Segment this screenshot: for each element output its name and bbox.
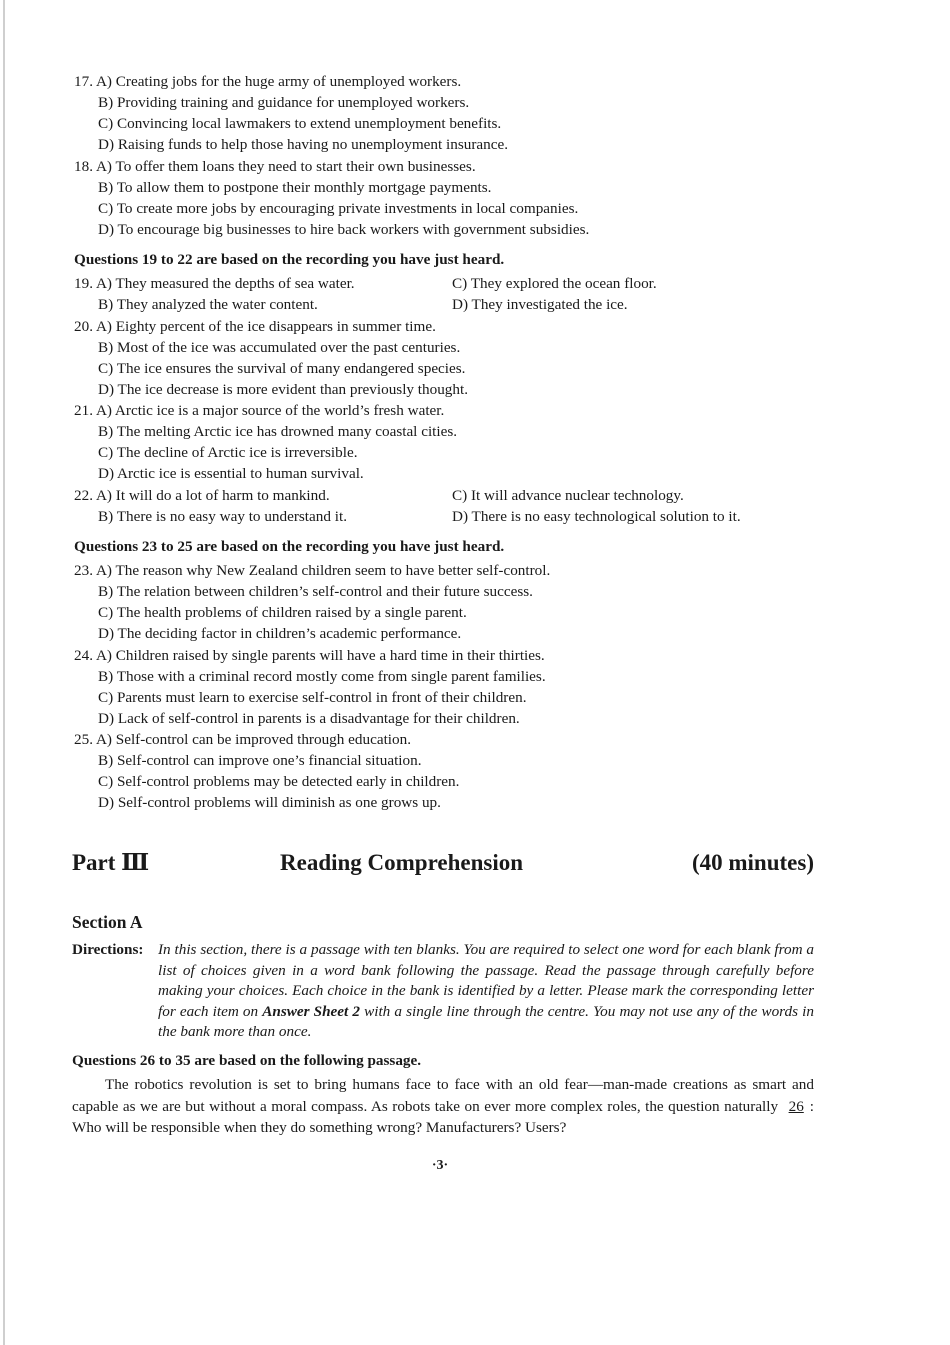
part-heading xyxy=(72,846,814,880)
q20-option-b: B) Most of the ice was accumulated over the past centuries. xyxy=(98,339,461,356)
q21-option-b: B) The melting Arctic ice has drowned many coastal cities. xyxy=(98,423,458,440)
part-title: Reading Comprehension xyxy=(280,850,524,875)
q25-option-b: B) Self-control can improve one’s financial situation. xyxy=(98,752,422,769)
q17-option-b: B) Providing training and guidance for unemployed workers. xyxy=(98,94,470,111)
part-label: Part Ⅲ xyxy=(72,850,150,875)
q23-option-a: 23. A) The reason why New Zealand children seem to have better self-control. xyxy=(74,562,551,579)
q17-option-d: D) Raising funds to help those having no unemployment insurance. xyxy=(98,136,508,153)
directions-text-1: In this section, there is a passage with ten blanks. You are required to select one word for each blank from a list of choices given in a word bank following the passage. Read the passage through carefully before making your choices. Each choice in the bank is identified by a letter. Please mark the corresponding letter for each item on xyxy=(158,941,814,1020)
passage-text-1: The robotics revolution is set to bring humans face to face with an old fear—man-made creations as smart and capable as we are but without a moral compass. As robots take on ever more complex roles, the question naturally xyxy=(72,1076,814,1115)
scan-edge xyxy=(3,0,5,1345)
q24-option-d: D) Lack of self-control in parents is a disadvantage for their children. xyxy=(98,710,520,727)
q20-option-d: D) The ice decrease is more evident than previously thought. xyxy=(98,381,469,398)
page-number: ·3· xyxy=(431,1158,449,1173)
q25-option-d: D) Self-control problems will diminish as one grows up. xyxy=(98,794,441,811)
q18-option-b: B) To allow them to postpone their monthly mortgage payments. xyxy=(98,179,492,196)
q17-option-c: C) Convincing local lawmakers to extend unemployment benefits. xyxy=(98,115,502,132)
q22-option-a: 22. A) It will do a lot of harm to mankind. xyxy=(74,487,330,504)
directions-text xyxy=(158,940,814,1043)
passage-paragraph xyxy=(72,1074,814,1139)
q22-option-c: C) It will advance nuclear technology. xyxy=(452,487,684,504)
q22-option-b: B) There is no easy way to understand it. xyxy=(98,508,347,525)
blank-26: 26 xyxy=(788,1097,804,1115)
q24-option-a: 24. A) Children raised by single parents will have a hard time in their thirties. xyxy=(74,647,545,664)
q17-option-a: 17. A) Creating jobs for the huge army of unemployed workers. xyxy=(74,73,462,90)
q20-option-c: C) The ice ensures the survival of many endangered species. xyxy=(98,360,466,377)
q19-option-b: B) They analyzed the water content. xyxy=(98,296,318,313)
q21-option-c: C) The decline of Arctic ice is irreversible. xyxy=(98,444,358,461)
q22-option-d: D) There is no easy technological solution to it. xyxy=(452,508,741,525)
q23-option-d: D) The deciding factor in children’s academic performance. xyxy=(98,625,462,642)
questions-19-22-header: Questions 19 to 22 are based on the recording you have just heard. xyxy=(74,251,505,268)
q23-option-c: C) The health problems of children raised by a single parent. xyxy=(98,604,467,621)
questions-26-35-header: Questions 26 to 35 are based on the following passage. xyxy=(72,1052,422,1069)
questions-23-25-header: Questions 23 to 25 are based on the recording you have just heard. xyxy=(74,538,505,555)
q19-option-a: 19. A) They measured the depths of sea water. xyxy=(74,275,355,292)
q25-option-c: C) Self-control problems may be detected early in children. xyxy=(98,773,460,790)
q18-option-a: 18. A) To offer them loans they need to start their own businesses. xyxy=(74,158,476,175)
directions-text-2: with a single line through the centre. You may not use any of the words in the bank more than once. xyxy=(158,1002,814,1040)
directions-label: Directions: xyxy=(72,941,144,958)
q18-option-d: D) To encourage big businesses to hire back workers with government subsidies. xyxy=(98,221,590,238)
q21-option-d: D) Arctic ice is essential to human survival. xyxy=(98,465,364,482)
answer-sheet-ref: Answer Sheet 2 xyxy=(262,1002,360,1020)
part-time: (40 minutes) xyxy=(691,850,814,875)
q19-option-d: D) They investigated the ice. xyxy=(452,296,628,313)
q25-option-a: 25. A) Self-control can be improved through education. xyxy=(74,731,411,748)
passage-text-2: : Who will be responsible when they do something wrong? Manufacturers? Users? xyxy=(72,1097,815,1136)
q20-option-a: 20. A) Eighty percent of the ice disappears in summer time. xyxy=(74,318,436,335)
section-title: Section A xyxy=(72,912,143,932)
q18-option-c: C) To create more jobs by encouraging private investments in local companies. xyxy=(98,200,579,217)
q23-option-b: B) The relation between children’s self-control and their future success. xyxy=(98,583,533,600)
q24-option-b: B) Those with a criminal record mostly come from single parent families. xyxy=(98,668,546,685)
q24-option-c: C) Parents must learn to exercise self-control in front of their children. xyxy=(98,689,527,706)
q19-option-c: C) They explored the ocean floor. xyxy=(452,275,657,292)
q21-option-a: 21. A) Arctic ice is a major source of the world’s fresh water. xyxy=(74,402,445,419)
